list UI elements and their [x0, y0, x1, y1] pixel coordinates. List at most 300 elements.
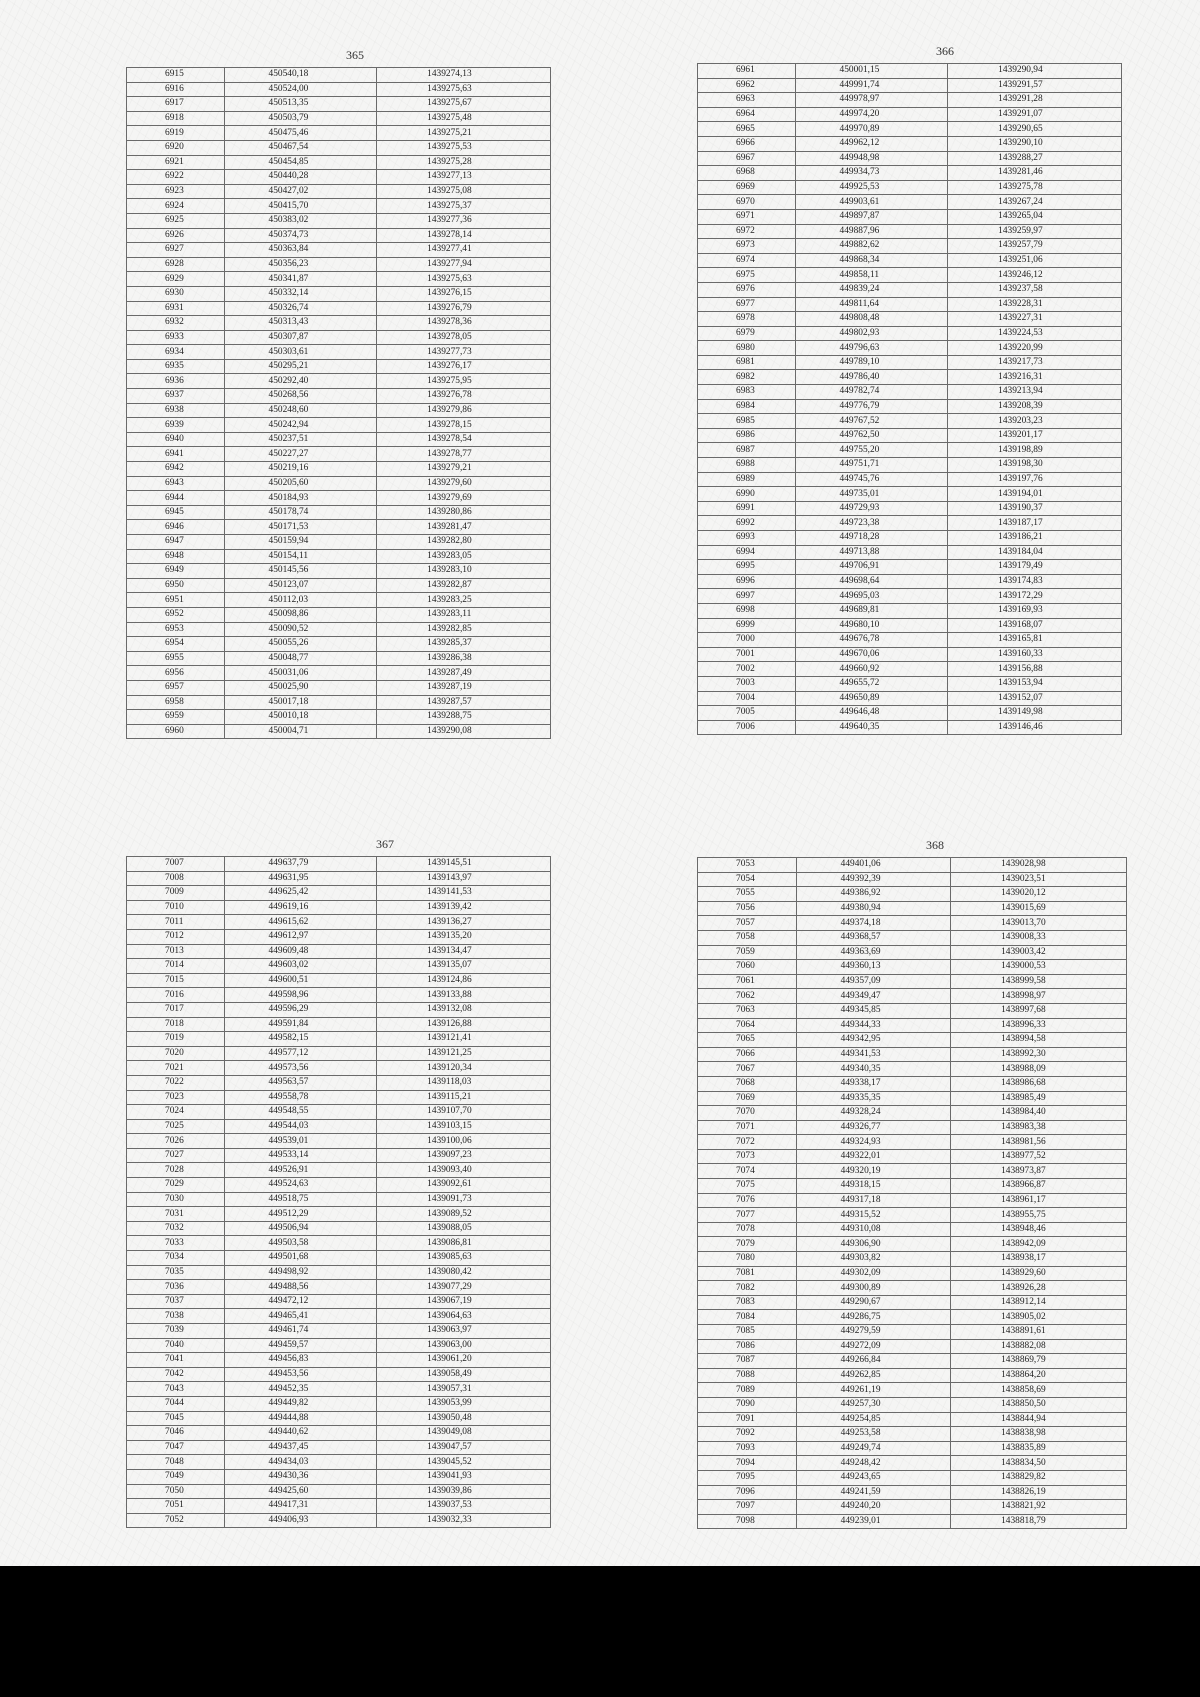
point-number-cell: 7076	[698, 1193, 797, 1208]
x-coordinate-cell: 449650,89	[795, 691, 948, 706]
table-row	[127, 1134, 551, 1149]
y-coordinate-cell: 1439278,36	[377, 316, 551, 331]
table-row	[698, 268, 1122, 283]
x-coordinate-cell: 449612,97	[224, 929, 377, 944]
x-coordinate-cell: 449338,17	[796, 1076, 950, 1091]
y-coordinate-cell: 1438994,58	[951, 1033, 1127, 1048]
x-coordinate-cell: 450242,94	[224, 418, 377, 433]
y-coordinate-cell: 1439227,31	[948, 312, 1122, 327]
x-coordinate-cell: 449619,16	[224, 900, 377, 915]
table-row	[698, 1412, 1127, 1427]
x-coordinate-cell: 450237,51	[224, 432, 377, 447]
table-row	[127, 462, 551, 477]
y-coordinate-cell: 1439160,33	[948, 647, 1122, 662]
point-number-cell: 6994	[698, 545, 796, 560]
x-coordinate-cell: 450055,26	[224, 637, 377, 652]
y-coordinate-cell: 1439220,99	[948, 341, 1122, 356]
coordinates-table	[126, 856, 551, 1528]
y-coordinate-cell: 1439216,31	[948, 370, 1122, 385]
table-row	[127, 359, 551, 374]
y-coordinate-cell: 1439282,80	[377, 535, 551, 550]
point-number-cell: 6981	[698, 355, 796, 370]
table-row	[698, 1514, 1127, 1529]
x-coordinate-cell: 449335,35	[796, 1091, 950, 1106]
point-number-cell: 7096	[698, 1485, 797, 1500]
x-coordinate-cell: 449380,94	[796, 901, 950, 916]
table-row	[127, 301, 551, 316]
point-number-cell: 7014	[127, 959, 225, 974]
x-coordinate-cell: 449882,62	[795, 239, 948, 254]
point-number-cell: 6957	[127, 680, 225, 695]
y-coordinate-cell: 1439281,46	[948, 166, 1122, 181]
table-row	[698, 720, 1122, 735]
point-number-cell: 7072	[698, 1135, 797, 1150]
x-coordinate-cell: 449802,93	[795, 326, 948, 341]
y-coordinate-cell: 1439277,73	[377, 345, 551, 360]
x-coordinate-cell: 449512,29	[224, 1207, 377, 1222]
x-coordinate-cell: 449437,45	[224, 1440, 377, 1455]
y-coordinate-cell: 1439290,10	[948, 136, 1122, 151]
x-coordinate-cell: 450184,93	[224, 491, 377, 506]
x-coordinate-cell: 449279,59	[796, 1325, 950, 1340]
point-number-cell: 6918	[127, 111, 225, 126]
x-coordinate-cell: 449676,78	[795, 633, 948, 648]
x-coordinate-cell: 449425,60	[224, 1484, 377, 1499]
y-coordinate-cell: 1439045,52	[377, 1455, 551, 1470]
x-coordinate-cell: 449306,90	[796, 1237, 950, 1252]
y-coordinate-cell: 1439172,29	[948, 589, 1122, 604]
point-number-cell: 7066	[698, 1047, 797, 1062]
x-coordinate-cell: 449317,18	[796, 1193, 950, 1208]
table-row	[698, 385, 1122, 400]
x-coordinate-cell: 449631,95	[224, 871, 377, 886]
table-row	[127, 695, 551, 710]
point-number-cell: 7085	[698, 1325, 797, 1340]
table-row	[698, 1062, 1127, 1077]
point-number-cell: 6932	[127, 316, 225, 331]
y-coordinate-cell: 1439277,94	[377, 257, 551, 272]
y-coordinate-cell: 1439135,07	[377, 959, 551, 974]
point-number-cell: 6964	[698, 107, 796, 122]
x-coordinate-cell: 449272,09	[796, 1339, 950, 1354]
y-coordinate-cell: 1438986,68	[951, 1076, 1127, 1091]
point-number-cell: 6944	[127, 491, 225, 506]
point-number-cell: 6990	[698, 487, 796, 502]
y-coordinate-cell: 1439287,49	[377, 666, 551, 681]
point-number-cell: 6939	[127, 418, 225, 433]
point-number-cell: 6960	[127, 724, 225, 739]
point-number-cell: 7016	[127, 988, 225, 1003]
point-number-cell: 7009	[127, 886, 225, 901]
table-row	[127, 1105, 551, 1120]
point-number-cell: 7091	[698, 1412, 797, 1427]
y-coordinate-cell: 1439028,98	[951, 858, 1127, 873]
x-coordinate-cell: 449374,18	[796, 916, 950, 931]
table-row	[698, 1149, 1127, 1164]
y-coordinate-cell: 1439278,14	[377, 228, 551, 243]
x-coordinate-cell: 449300,89	[796, 1281, 950, 1296]
y-coordinate-cell: 1439149,98	[948, 706, 1122, 721]
y-coordinate-cell: 1438834,50	[951, 1456, 1127, 1471]
table-row	[698, 1120, 1127, 1135]
x-coordinate-cell: 449609,48	[224, 944, 377, 959]
y-coordinate-cell: 1439133,88	[377, 988, 551, 1003]
y-coordinate-cell: 1439089,52	[377, 1207, 551, 1222]
y-coordinate-cell: 1439174,83	[948, 574, 1122, 589]
point-number-cell: 6974	[698, 253, 796, 268]
y-coordinate-cell: 1439246,12	[948, 268, 1122, 283]
point-number-cell: 6920	[127, 140, 225, 155]
point-number-cell: 7079	[698, 1237, 797, 1252]
point-number-cell: 7035	[127, 1265, 225, 1280]
y-coordinate-cell: 1439217,73	[948, 355, 1122, 370]
table-row	[127, 1484, 551, 1499]
point-number-cell: 6936	[127, 374, 225, 389]
x-coordinate-cell: 449577,12	[224, 1046, 377, 1061]
y-coordinate-cell: 1438882,08	[951, 1339, 1127, 1354]
y-coordinate-cell: 1438948,46	[951, 1222, 1127, 1237]
x-coordinate-cell: 449718,28	[795, 531, 948, 546]
point-number-cell: 6949	[127, 564, 225, 579]
y-coordinate-cell: 1439063,97	[377, 1324, 551, 1339]
point-number-cell: 7045	[127, 1411, 225, 1426]
table-row	[127, 1426, 551, 1441]
y-coordinate-cell: 1439257,79	[948, 239, 1122, 254]
table-row	[698, 122, 1122, 137]
point-number-cell: 6993	[698, 531, 796, 546]
y-coordinate-cell: 1439115,21	[377, 1090, 551, 1105]
table-row	[127, 1455, 551, 1470]
table-row	[127, 272, 551, 287]
point-number-cell: 6991	[698, 501, 796, 516]
x-coordinate-cell: 450098,86	[224, 607, 377, 622]
point-number-cell: 6987	[698, 443, 796, 458]
table-row	[127, 622, 551, 637]
point-number-cell: 6935	[127, 359, 225, 374]
y-coordinate-cell: 1439168,07	[948, 618, 1122, 633]
x-coordinate-cell: 449789,10	[795, 355, 948, 370]
point-number-cell: 6915	[127, 68, 225, 83]
point-number-cell: 7011	[127, 915, 225, 930]
page-number: 366	[936, 44, 954, 58]
table-row	[127, 286, 551, 301]
table-row	[698, 78, 1122, 93]
table-row	[127, 126, 551, 141]
y-coordinate-cell: 1439080,42	[377, 1265, 551, 1280]
table-row	[698, 253, 1122, 268]
point-number-cell: 7042	[127, 1367, 225, 1382]
table-row	[698, 312, 1122, 327]
table-row	[698, 64, 1122, 79]
table-row	[698, 93, 1122, 108]
y-coordinate-cell: 1439291,07	[948, 107, 1122, 122]
y-coordinate-cell: 1439085,63	[377, 1251, 551, 1266]
y-coordinate-cell: 1439093,40	[377, 1163, 551, 1178]
x-coordinate-cell: 449723,38	[795, 516, 948, 531]
x-coordinate-cell: 449974,20	[795, 107, 948, 122]
x-coordinate-cell: 450307,87	[224, 330, 377, 345]
point-number-cell: 6951	[127, 593, 225, 608]
y-coordinate-cell: 1439275,21	[377, 126, 551, 141]
point-number-cell: 6940	[127, 432, 225, 447]
table-row	[127, 82, 551, 97]
y-coordinate-cell: 1439276,79	[377, 301, 551, 316]
x-coordinate-cell: 449315,52	[796, 1208, 950, 1223]
x-coordinate-cell: 449660,92	[795, 662, 948, 677]
table-row	[127, 944, 551, 959]
table-row	[127, 857, 551, 872]
x-coordinate-cell: 450159,94	[224, 535, 377, 550]
table-row	[698, 676, 1122, 691]
point-number-cell: 6976	[698, 282, 796, 297]
y-coordinate-cell: 1439275,63	[377, 82, 551, 97]
y-coordinate-cell: 1439276,15	[377, 286, 551, 301]
point-number-cell: 7073	[698, 1149, 797, 1164]
x-coordinate-cell: 449670,06	[795, 647, 948, 662]
y-coordinate-cell: 1439291,28	[948, 93, 1122, 108]
table-row	[698, 1033, 1127, 1048]
y-coordinate-cell: 1439282,85	[377, 622, 551, 637]
table-row	[698, 1003, 1127, 1018]
x-coordinate-cell: 449239,01	[796, 1514, 950, 1529]
y-coordinate-cell: 1439184,04	[948, 545, 1122, 560]
table-row	[698, 647, 1122, 662]
y-coordinate-cell: 1438844,94	[951, 1412, 1127, 1427]
y-coordinate-cell: 1439283,10	[377, 564, 551, 579]
y-coordinate-cell: 1439290,94	[948, 64, 1122, 79]
y-coordinate-cell: 1438983,38	[951, 1120, 1127, 1135]
y-coordinate-cell: 1439015,69	[951, 901, 1127, 916]
y-coordinate-cell: 1438850,50	[951, 1397, 1127, 1412]
y-coordinate-cell: 1438926,28	[951, 1281, 1127, 1296]
point-number-cell: 6919	[127, 126, 225, 141]
point-number-cell: 6999	[698, 618, 796, 633]
table-row	[127, 1294, 551, 1309]
point-number-cell: 7086	[698, 1339, 797, 1354]
table-row	[698, 1295, 1127, 1310]
table-row	[127, 1513, 551, 1528]
x-coordinate-cell: 449368,57	[796, 930, 950, 945]
table-row	[698, 916, 1127, 931]
x-coordinate-cell: 449539,01	[224, 1134, 377, 1149]
table-row	[127, 170, 551, 185]
table-row	[127, 345, 551, 360]
table-row	[698, 633, 1122, 648]
point-number-cell: 6978	[698, 312, 796, 327]
y-coordinate-cell: 1439290,08	[377, 724, 551, 739]
table-row	[127, 403, 551, 418]
table-row	[127, 1440, 551, 1455]
point-number-cell: 7027	[127, 1148, 225, 1163]
x-coordinate-cell: 449573,56	[224, 1061, 377, 1076]
y-coordinate-cell: 1438912,14	[951, 1295, 1127, 1310]
point-number-cell: 6998	[698, 603, 796, 618]
x-coordinate-cell: 449680,10	[795, 618, 948, 633]
table-row	[698, 209, 1122, 224]
point-number-cell: 6950	[127, 578, 225, 593]
x-coordinate-cell: 449363,69	[796, 945, 950, 960]
point-number-cell: 6997	[698, 589, 796, 604]
y-coordinate-cell: 1439197,76	[948, 472, 1122, 487]
x-coordinate-cell: 449646,48	[795, 706, 948, 721]
y-coordinate-cell: 1439152,07	[948, 691, 1122, 706]
point-number-cell: 7097	[698, 1500, 797, 1515]
table-row	[127, 520, 551, 535]
x-coordinate-cell: 449465,41	[224, 1309, 377, 1324]
table-row	[127, 505, 551, 520]
table-row	[698, 224, 1122, 239]
y-coordinate-cell: 1439283,25	[377, 593, 551, 608]
table-row	[698, 872, 1127, 887]
table-row	[698, 545, 1122, 560]
x-coordinate-cell: 449318,15	[796, 1179, 950, 1194]
table-row	[127, 389, 551, 404]
y-coordinate-cell: 1439287,19	[377, 680, 551, 695]
x-coordinate-cell: 449596,29	[224, 1002, 377, 1017]
table-row	[698, 195, 1122, 210]
y-coordinate-cell: 1439276,78	[377, 389, 551, 404]
x-coordinate-cell: 449839,24	[795, 282, 948, 297]
point-number-cell: 7018	[127, 1017, 225, 1032]
y-coordinate-cell: 1439287,57	[377, 695, 551, 710]
table-row	[698, 1485, 1127, 1500]
y-coordinate-cell: 1439279,60	[377, 476, 551, 491]
point-number-cell: 7000	[698, 633, 796, 648]
point-number-cell: 6943	[127, 476, 225, 491]
y-coordinate-cell: 1438938,17	[951, 1252, 1127, 1267]
table-row	[698, 1222, 1127, 1237]
x-coordinate-cell: 449615,62	[224, 915, 377, 930]
x-coordinate-cell: 450440,28	[224, 170, 377, 185]
table-row	[698, 151, 1122, 166]
table-row	[127, 1236, 551, 1251]
y-coordinate-cell: 1439126,88	[377, 1017, 551, 1032]
point-number-cell: 6946	[127, 520, 225, 535]
y-coordinate-cell: 1439139,42	[377, 900, 551, 915]
point-number-cell: 7055	[698, 887, 797, 902]
table-row	[127, 959, 551, 974]
y-coordinate-cell: 1438821,92	[951, 1500, 1127, 1515]
point-number-cell: 6926	[127, 228, 225, 243]
x-coordinate-cell: 449324,93	[796, 1135, 950, 1150]
y-coordinate-cell: 1439275,95	[377, 374, 551, 389]
x-coordinate-cell: 449786,40	[795, 370, 948, 385]
point-number-cell: 7006	[698, 720, 796, 735]
point-number-cell: 7083	[698, 1295, 797, 1310]
y-coordinate-cell: 1439141,53	[377, 886, 551, 901]
y-coordinate-cell: 1439278,54	[377, 432, 551, 447]
table-row	[127, 1382, 551, 1397]
y-coordinate-cell: 1439107,70	[377, 1105, 551, 1120]
x-coordinate-cell: 449978,97	[795, 93, 948, 108]
point-number-cell: 6967	[698, 151, 796, 166]
point-number-cell: 7054	[698, 872, 797, 887]
point-number-cell: 7060	[698, 960, 797, 975]
y-coordinate-cell: 1439285,37	[377, 637, 551, 652]
table-row	[127, 1265, 551, 1280]
point-number-cell: 7067	[698, 1062, 797, 1077]
x-coordinate-cell: 449344,33	[796, 1018, 950, 1033]
y-coordinate-cell: 1438981,56	[951, 1135, 1127, 1150]
scan-border	[0, 1566, 1200, 1697]
point-number-cell: 7063	[698, 1003, 797, 1018]
y-coordinate-cell: 1439213,94	[948, 385, 1122, 400]
table-row	[698, 960, 1127, 975]
point-number-cell: 7058	[698, 930, 797, 945]
x-coordinate-cell: 449440,62	[224, 1426, 377, 1441]
table-row	[698, 1470, 1127, 1485]
x-coordinate-cell: 449241,59	[796, 1485, 950, 1500]
table-row	[127, 1061, 551, 1076]
x-coordinate-cell: 449345,85	[796, 1003, 950, 1018]
x-coordinate-cell: 450313,43	[224, 316, 377, 331]
x-coordinate-cell: 449342,95	[796, 1033, 950, 1048]
point-number-cell: 6965	[698, 122, 796, 137]
y-coordinate-cell: 1439278,77	[377, 447, 551, 462]
point-number-cell: 7074	[698, 1164, 797, 1179]
point-number-cell: 7051	[127, 1499, 225, 1514]
point-number-cell: 7004	[698, 691, 796, 706]
y-coordinate-cell: 1439275,67	[377, 97, 551, 112]
table-row	[698, 487, 1122, 502]
point-number-cell: 6941	[127, 447, 225, 462]
point-number-cell: 6977	[698, 297, 796, 312]
x-coordinate-cell: 450475,46	[224, 126, 377, 141]
point-number-cell: 7026	[127, 1134, 225, 1149]
point-number-cell: 6924	[127, 199, 225, 214]
table-row	[127, 593, 551, 608]
x-coordinate-cell: 449776,79	[795, 399, 948, 414]
x-coordinate-cell: 449444,88	[224, 1411, 377, 1426]
x-coordinate-cell: 450341,87	[224, 272, 377, 287]
y-coordinate-cell: 1439049,08	[377, 1426, 551, 1441]
y-coordinate-cell: 1439198,89	[948, 443, 1122, 458]
y-coordinate-cell: 1438838,98	[951, 1427, 1127, 1442]
point-number-cell: 6979	[698, 326, 796, 341]
x-coordinate-cell: 449934,73	[795, 166, 948, 181]
y-coordinate-cell: 1438985,49	[951, 1091, 1127, 1106]
y-coordinate-cell: 1439023,51	[951, 872, 1127, 887]
x-coordinate-cell: 449698,64	[795, 574, 948, 589]
point-number-cell: 7081	[698, 1266, 797, 1281]
table-row	[698, 166, 1122, 181]
point-number-cell: 7093	[698, 1441, 797, 1456]
y-coordinate-cell: 1439121,25	[377, 1046, 551, 1061]
table-row	[698, 989, 1127, 1004]
point-number-cell: 6969	[698, 180, 796, 195]
y-coordinate-cell: 1439286,38	[377, 651, 551, 666]
y-coordinate-cell: 1439275,08	[377, 184, 551, 199]
point-number-cell: 6938	[127, 403, 225, 418]
point-number-cell: 7002	[698, 662, 796, 677]
point-number-cell: 6923	[127, 184, 225, 199]
point-number-cell: 7012	[127, 929, 225, 944]
x-coordinate-cell: 449459,57	[224, 1338, 377, 1353]
point-number-cell: 6980	[698, 341, 796, 356]
x-coordinate-cell: 449745,76	[795, 472, 948, 487]
page-number: 368	[926, 838, 944, 852]
y-coordinate-cell: 1439008,33	[951, 930, 1127, 945]
x-coordinate-cell: 449713,88	[795, 545, 948, 560]
table-row	[127, 374, 551, 389]
table-row	[127, 1221, 551, 1236]
point-number-cell: 6959	[127, 710, 225, 725]
x-coordinate-cell: 450017,18	[224, 695, 377, 710]
table-row	[127, 1499, 551, 1514]
table-row	[127, 1046, 551, 1061]
point-number-cell: 7092	[698, 1427, 797, 1442]
table-row	[698, 1266, 1127, 1281]
